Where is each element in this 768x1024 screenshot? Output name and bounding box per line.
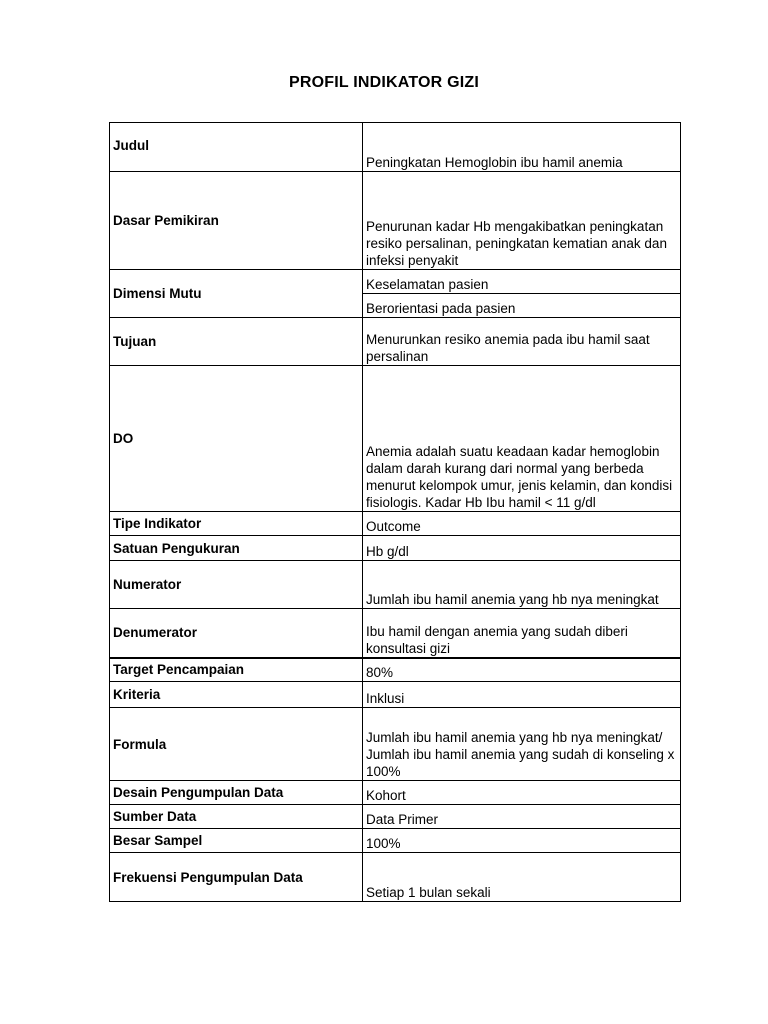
row-value-satuan-pengukuran: Hb g/dl <box>363 536 681 561</box>
row-label-frekuensi-pengumpulan-data: Frekuensi Pengumpulan Data <box>110 853 363 902</box>
row-label-denumerator: Denumerator <box>110 609 363 658</box>
row-value-denumerator: Ibu hamil dengan anemia yang sudah diberi konsultasi gizi <box>363 609 681 658</box>
row-label-satuan-pengukuran: Satuan Pengukuran <box>110 536 363 561</box>
table-row-besar-sampel <box>110 829 681 853</box>
row-label-judul: Judul <box>110 123 363 172</box>
table-row-desain-pengumpulan-data <box>110 781 681 805</box>
table-row-sumber-data <box>110 805 681 829</box>
table-row-target-pencampaian <box>110 658 681 682</box>
row-value-do: Anemia adalah suatu keadaan kadar hemoglobin dalam darah kurang dari normal yang berbeda menurut kelompok umur, jenis kelamin, dan kondisi fisiologis. Kadar Hb Ibu hamil < 11 g/dl <box>363 366 681 512</box>
row-value-dimensi-mutu-2: Berorientasi pada pasien <box>363 294 681 318</box>
row-label-kriteria: Kriteria <box>110 682 363 708</box>
indicator-profile-table <box>109 122 681 902</box>
row-value-besar-sampel: 100% <box>363 829 681 853</box>
row-label-do: DO <box>110 366 363 512</box>
row-label-dasar-pemikiran: Dasar Pemikiran <box>110 172 363 270</box>
row-value-tujuan: Menurunkan resiko anemia pada ibu hamil saat persalinan <box>363 318 681 366</box>
row-label-besar-sampel: Besar Sampel <box>110 829 363 853</box>
row-value-target-pencampaian: 80% <box>363 658 681 682</box>
row-value-kriteria: Inklusi <box>363 682 681 708</box>
row-value-formula: Jumlah ibu hamil anemia yang hb nya meningkat/ Jumlah ibu hamil anemia yang sudah di konseling x 100% <box>363 708 681 781</box>
page-title: PROFIL INDIKATOR GIZI <box>289 74 479 91</box>
table-row-dimensi-mutu-1 <box>110 270 681 294</box>
row-label-numerator: Numerator <box>110 561 363 609</box>
table-row-tipe-indikator <box>110 512 681 536</box>
table-row-numerator <box>110 561 681 609</box>
row-label-tujuan: Tujuan <box>110 318 363 366</box>
row-value-judul: Peningkatan Hemoglobin ibu hamil anemia <box>363 123 681 172</box>
row-value-sumber-data: Data Primer <box>363 805 681 829</box>
table-row-kriteria <box>110 682 681 708</box>
row-value-dasar-pemikiran: Penurunan kadar Hb mengakibatkan peningkatan resiko persalinan, peningkatan kematian anak dan infeksi penyakit <box>363 172 681 270</box>
table-row-do <box>110 366 681 512</box>
table-row-denumerator <box>110 609 681 658</box>
row-value-desain-pengumpulan-data: Kohort <box>363 781 681 805</box>
row-label-dimensi-mutu: Dimensi Mutu <box>110 270 363 318</box>
row-value-numerator: Jumlah ibu hamil anemia yang hb nya meningkat <box>363 561 681 609</box>
row-value-tipe-indikator: Outcome <box>363 512 681 536</box>
table-row-formula <box>110 708 681 781</box>
table-row-tujuan <box>110 318 681 366</box>
table-row-dasar-pemikiran <box>110 172 681 270</box>
row-label-tipe-indikator: Tipe Indikator <box>110 512 363 536</box>
row-value-dimensi-mutu-1: Keselamatan pasien <box>363 270 681 294</box>
row-label-sumber-data: Sumber Data <box>110 805 363 829</box>
table-row-frekuensi-pengumpulan-data <box>110 853 681 902</box>
row-value-frekuensi-pengumpulan-data: Setiap 1 bulan sekali <box>363 853 681 902</box>
row-label-desain-pengumpulan-data: Desain Pengumpulan Data <box>110 781 363 805</box>
table-row-satuan-pengukuran <box>110 536 681 561</box>
row-label-target-pencampaian: Target Pencampaian <box>110 658 363 682</box>
row-label-formula: Formula <box>110 708 363 781</box>
table-row-judul <box>110 123 681 172</box>
